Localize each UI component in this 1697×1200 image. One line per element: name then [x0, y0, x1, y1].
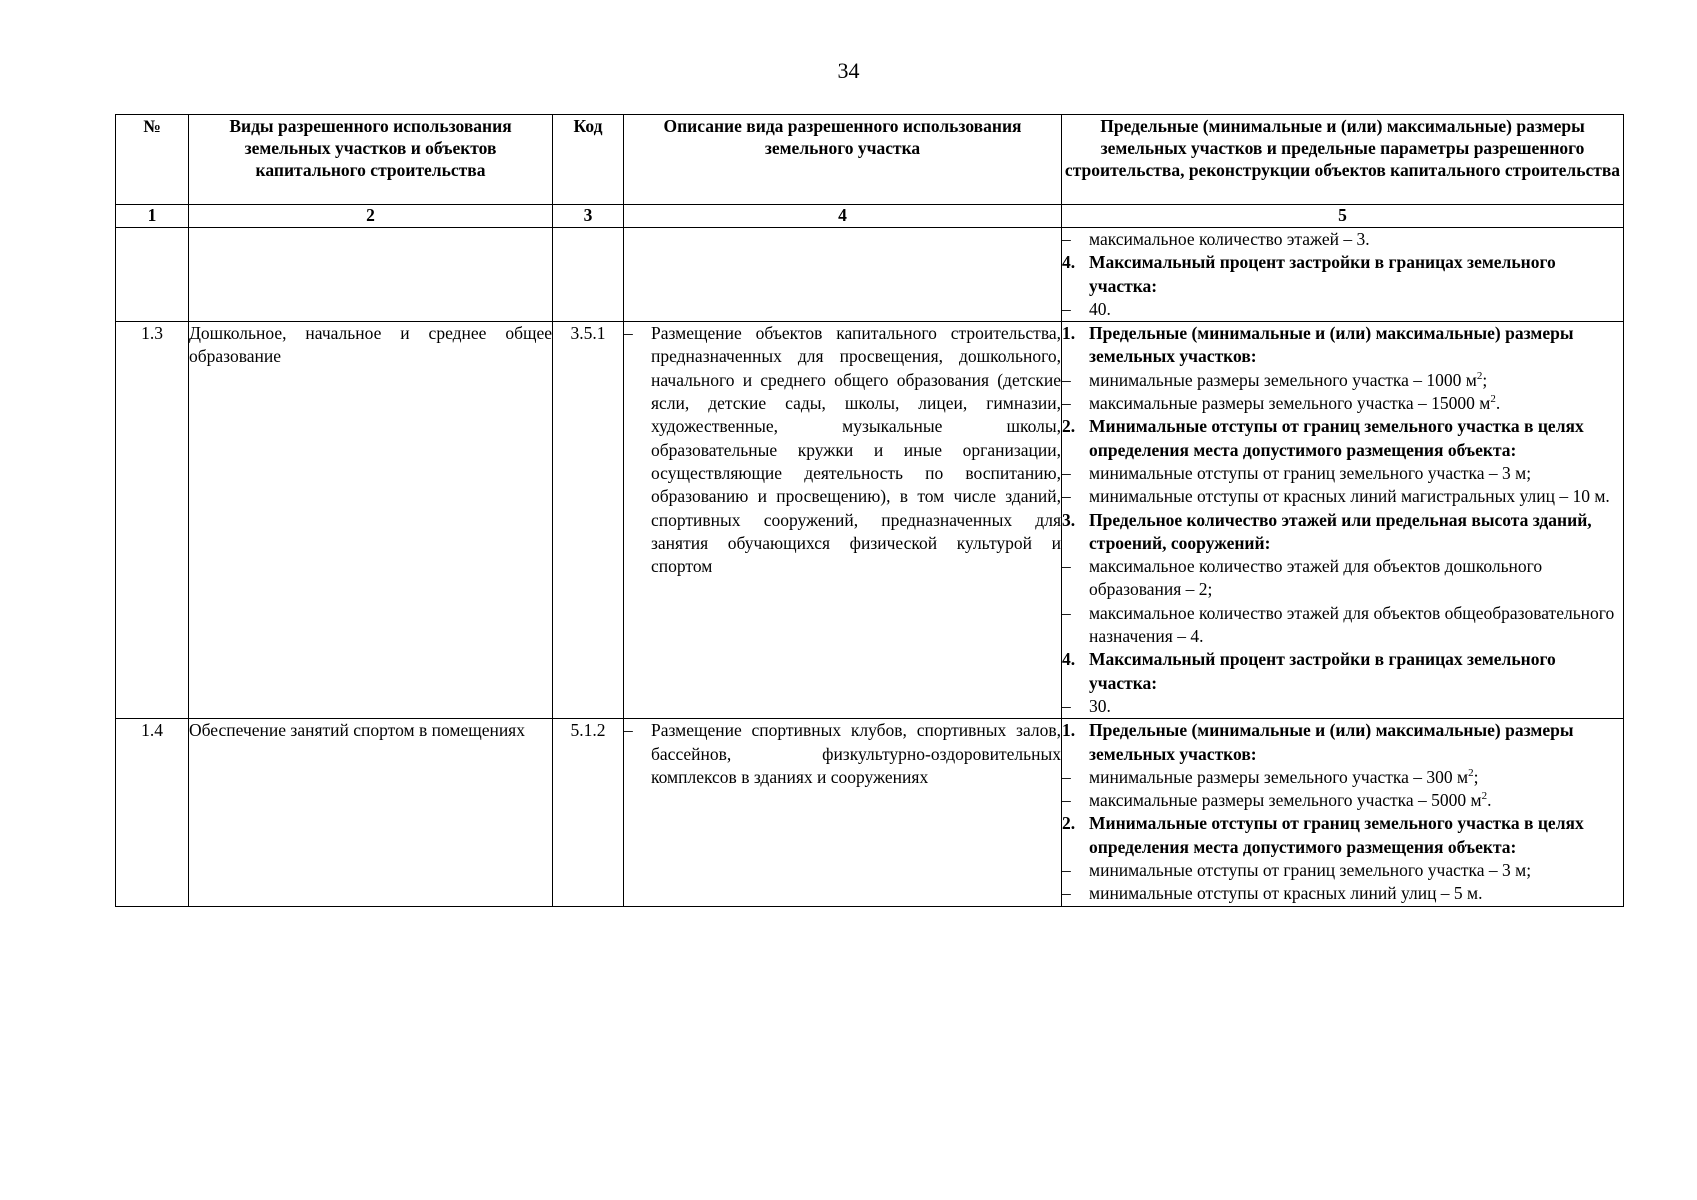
row-code: 3.5.1	[553, 322, 624, 719]
row-number: 1.4	[116, 719, 189, 906]
description-text: Размещение спортивных клубов, спортивных залов, бассейнов, физкультурно-оздоровительных комплексов в зданиях и сооружениях	[651, 720, 1061, 787]
row-parameters	[1062, 322, 1624, 719]
table-header-row	[116, 115, 1624, 205]
row-description	[624, 228, 1062, 322]
param-heading: 3. Предельное количество этажей или предельная высота зданий, строений, сооружений:	[1062, 509, 1592, 553]
column-number: 2	[189, 205, 553, 228]
param-line: – минимальные отступы от границ земельного участка – 3 м;	[1062, 462, 1532, 483]
row-use-type: Дошкольное, начальное и среднее общее образование	[189, 322, 553, 719]
table-row	[116, 719, 1624, 906]
row-description	[624, 719, 1062, 906]
param-line: – минимальные отступы от красных линий магистральных улиц – 10 м.	[1062, 486, 1610, 507]
column-number: 1	[116, 205, 189, 228]
row-number	[116, 228, 189, 322]
header-description: Описание вида разрешенного использования земельного участка	[624, 115, 1062, 205]
param-heading: 4. Максимальный процент застройки в границах земельного участка:	[1062, 252, 1556, 296]
description-text: Размещение объектов капитального строительства, предназначенных для просвещения, дошкольного, начального и среднего общего образования (детские ясли, детские сады, школы, лицеи, гимназии, художественные, музыкальные школы, образовательные кружки и иные организации, осуществляющие деятельность по воспитанию, образованию и просвещению), в том числе зданий, спортивных сооружений, предназначенных для занятия обучающихся физической культурой и спортом	[651, 323, 1061, 577]
param-line: – минимальные отступы от границ земельного участка – 3 м;	[1062, 860, 1532, 881]
param-heading: 4. Максимальный процент застройки в границах земельного участка:	[1062, 649, 1556, 693]
param-line: – максимальное количество этажей для объектов общеобразовательного назначения – 4.	[1062, 602, 1615, 647]
column-number: 5	[1062, 205, 1624, 228]
row-use-type	[189, 228, 553, 322]
header-parameters: Предельные (минимальные и (или) максимальные) размеры земельных участков и предельные параметры разрешенного строительства, реконструкции объектов капитального строительства	[1062, 115, 1624, 205]
column-number: 4	[624, 205, 1062, 228]
table-row	[116, 228, 1624, 322]
param-line: – минимальные размеры земельного участка – 300 $м^2$;	[1062, 766, 1479, 787]
row-description	[624, 322, 1062, 719]
param-line: – минимальные отступы от красных линий улиц – 5 м.	[1062, 883, 1483, 904]
row-code	[553, 228, 624, 322]
page-number: 34	[837, 58, 860, 83]
row-parameters	[1062, 228, 1624, 322]
description-dash: –	[624, 323, 633, 344]
param-heading: 1. Предельные (минимальные и (или) максимальные) размеры земельных участков:	[1062, 323, 1574, 367]
column-number: 3	[553, 205, 624, 228]
param-line: – максимальное количество этажей для объектов дошкольного образования – 2;	[1062, 556, 1543, 600]
description-dash: –	[624, 720, 633, 741]
header-code: Код	[553, 115, 624, 205]
param-heading: 1. Предельные (минимальные и (или) максимальные) размеры земельных участков:	[1062, 720, 1574, 764]
param-line: – минимальные размеры земельного участка – 1000 $м^2$;	[1062, 369, 1488, 390]
param-line: – 40.	[1062, 298, 1111, 319]
param-heading: 2. Минимальные отступы от границ земельного участка в целях определения места допустимого размещения объекта:	[1062, 416, 1584, 460]
param-heading: 2. Минимальные отступы от границ земельного участка в целях определения места допустимого размещения объекта:	[1062, 813, 1584, 857]
table-row	[116, 322, 1624, 719]
row-code: 5.1.2	[553, 719, 624, 906]
header-use-type: Виды разрешенного использования земельных участков и объектов капитального строительства	[189, 115, 553, 205]
row-number: 1.3	[116, 322, 189, 719]
param-line: – максимальные размеры земельного участка – 15000 $м^2$.	[1062, 393, 1501, 414]
header-number: №	[116, 115, 189, 205]
column-number-row	[116, 205, 1624, 228]
zoning-regulations-table	[115, 114, 1624, 907]
param-line: – максимальные размеры земельного участка – 5000 $м^2$.	[1062, 790, 1492, 811]
row-use-type: Обеспечение занятий спортом в помещениях	[189, 719, 553, 906]
param-line: – 30.	[1062, 695, 1111, 716]
param-line: – максимальное количество этажей – 3.	[1062, 229, 1370, 249]
row-parameters	[1062, 719, 1624, 906]
